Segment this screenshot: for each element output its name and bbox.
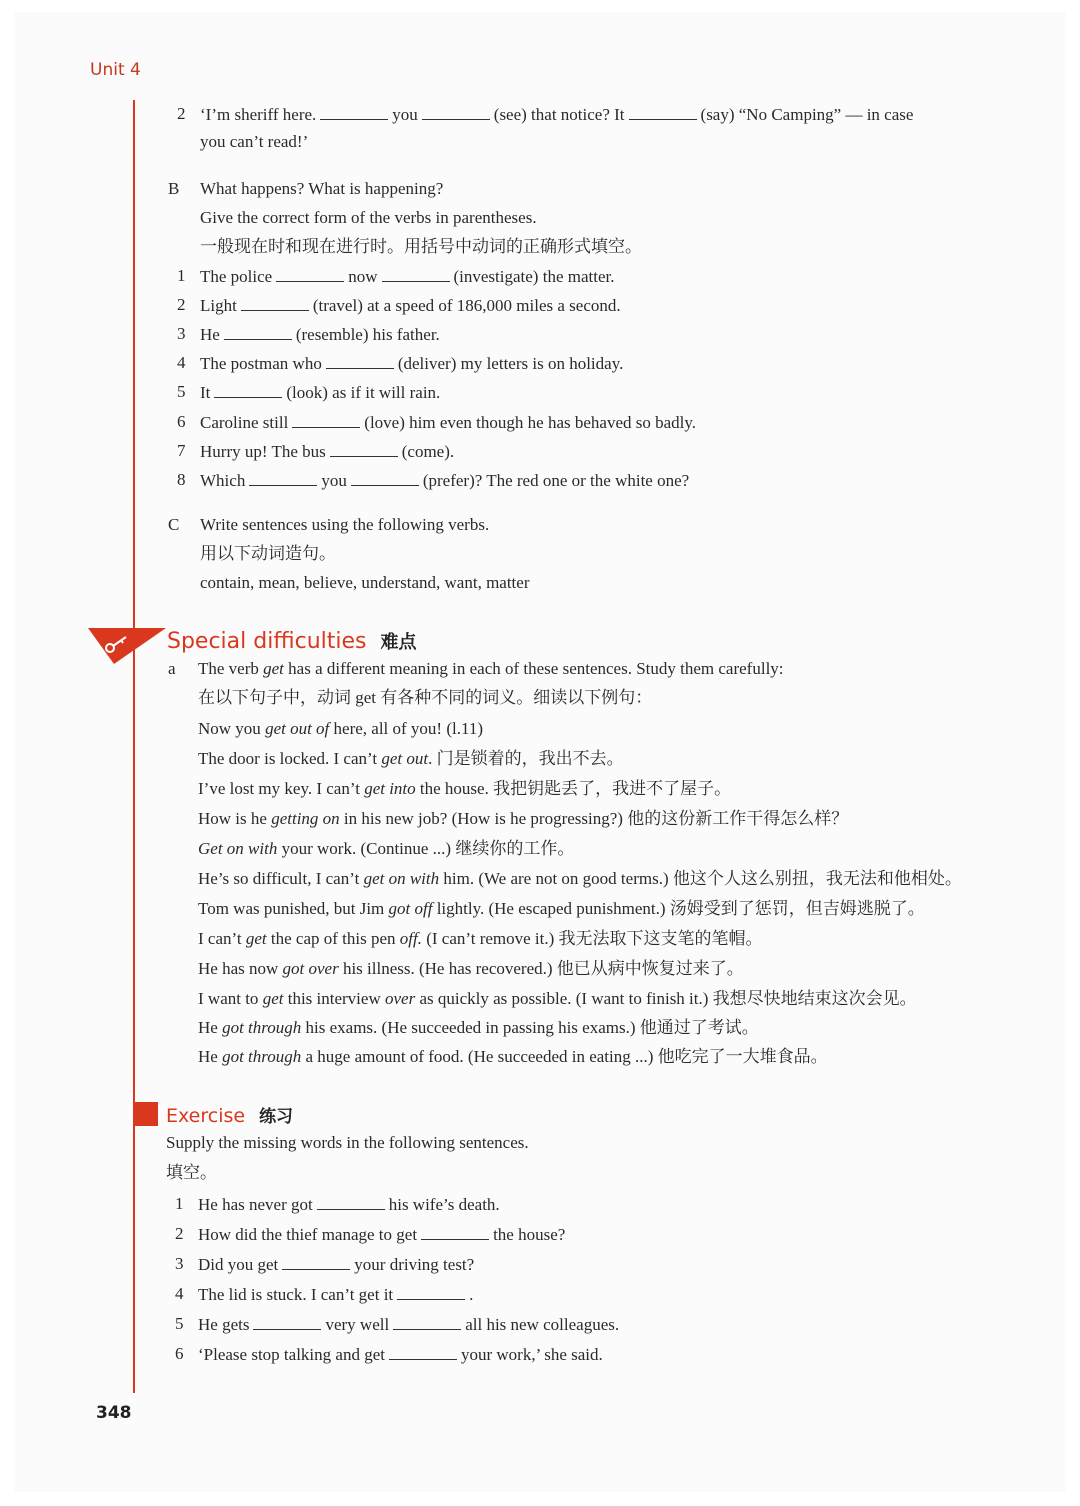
instruction: Give the correct form of the verbs in parentheses. (200, 208, 537, 227)
instruction-zh: 一般现在时和现在进行时。用括号中动词的正确形式填空。 (200, 237, 642, 256)
item-number: 1 (175, 1194, 184, 1213)
exercise-line: Did you get your driving test? (198, 1255, 475, 1274)
item-number: 2 (175, 1224, 184, 1243)
exercise-line: The postman who (deliver) my letters is on holiday. (200, 354, 624, 373)
section-letter: a (168, 659, 176, 678)
instruction-zh: 用以下动词造句。 (200, 544, 336, 563)
example-sentence: Get on with your work. (Continue ...) 继续你的工作。 (198, 839, 575, 858)
answer-blank[interactable] (326, 352, 394, 369)
item-number: 7 (177, 441, 186, 460)
exercise-heading: Exercise 练习 (166, 1105, 294, 1127)
example-sentence: Now you get out of here, all of you! (l.11) (198, 719, 484, 738)
exercise-marker (134, 1102, 158, 1126)
answer-blank[interactable] (389, 1343, 457, 1360)
instruction-zh: 填空。 (166, 1163, 217, 1182)
page-number: 348 (96, 1403, 132, 1423)
exercise-line: you can’t read!’ (200, 132, 309, 151)
exercise-line: ‘I’m sheriff here. you (see) that notice? It (say) “No Camping” — in case (200, 105, 914, 124)
exercise-line: Light (travel) at a speed of 186,000 miles a second. (200, 296, 621, 315)
unit-label: Unit 4 (90, 60, 141, 80)
item-number: 8 (177, 470, 186, 489)
answer-blank[interactable] (422, 103, 490, 120)
example-sentence: He’s so difficult, I can’t get on with him. (We are not on good terms.) 他这个人这么别扭，我无法和他相处。 (198, 869, 962, 888)
item-number: 2 (177, 295, 186, 314)
exercise-line: It (look) as if it will rain. (200, 383, 441, 402)
example-sentence: I want to get this interview over as quickly as possible. (I want to finish it.) 我想尽快地结束这次会见。 (198, 989, 917, 1008)
item-number: 4 (175, 1284, 184, 1303)
key-icon (88, 626, 168, 666)
example-sentence: He has now got over his illness. (He has recovered.) 他已从病中恢复过来了。 (198, 959, 744, 978)
instruction: Supply the missing words in the following sentences. (166, 1133, 529, 1152)
example-sentence: How is he getting on in his new job? (How is he progressing?) 他的这份新工作干得怎么样？ (198, 809, 849, 828)
item-number: 3 (177, 324, 186, 343)
margin-rule (133, 100, 135, 1393)
answer-blank[interactable] (421, 1223, 489, 1240)
answer-blank[interactable] (320, 103, 388, 120)
key-badge (88, 628, 166, 664)
answer-blank[interactable] (241, 294, 309, 311)
item-number: 6 (177, 412, 186, 431)
item-number: 6 (175, 1344, 184, 1363)
item-number: 2 (177, 104, 186, 123)
answer-blank[interactable] (382, 265, 450, 282)
answer-blank[interactable] (214, 381, 282, 398)
exercise-line: He gets very well all his new colleagues. (198, 1315, 620, 1334)
example-sentence: He got through a huge amount of food. (He succeeded in eating ...) 他吃完了一大堆食品。 (198, 1047, 828, 1066)
exercise-line: He (resemble) his father. (200, 325, 440, 344)
example-sentence: I can’t get the cap of this pen off. (I can’t remove it.) 我无法取下这支笔的笔帽。 (198, 929, 763, 948)
answer-blank[interactable] (629, 103, 697, 120)
exercise-line: He has never got his wife’s death. (198, 1195, 500, 1214)
special-intro-zh: 在以下句子中，动词 get 有各种不同的词义。细读以下例句： (198, 688, 653, 707)
exercise-line: ‘Please stop talking and get your work,’ she said. (198, 1345, 603, 1364)
answer-blank[interactable] (397, 1283, 465, 1300)
answer-blank[interactable] (351, 469, 419, 486)
answer-blank[interactable] (317, 1193, 385, 1210)
special-heading: Special difficulties 难点 (167, 629, 417, 654)
exercise-line: Which you (prefer)? The red one or the white one? (200, 471, 690, 490)
exercise-line: How did the thief manage to get the house? (198, 1225, 566, 1244)
example-sentence: I’ve lost my key. I can’t get into the house. 我把钥匙丢了，我进不了屋子。 (198, 779, 732, 798)
answer-blank[interactable] (292, 411, 360, 428)
example-sentence: Tom was punished, but Jim got off lightly. (He escaped punishment.) 汤姆受到了惩罚，但吉姆逃脱了。 (198, 899, 925, 918)
answer-blank[interactable] (249, 469, 317, 486)
example-sentence: He got through his exams. (He succeeded in passing his exams.) 他通过了考试。 (198, 1018, 759, 1037)
exercise-line: The lid is stuck. I can’t get it . (198, 1285, 474, 1304)
answer-blank[interactable] (282, 1253, 350, 1270)
exercise-line: The police now (investigate) the matter. (200, 267, 615, 286)
exercise-line: Hurry up! The bus (come). (200, 442, 455, 461)
item-number: 1 (177, 266, 186, 285)
item-number: 5 (177, 382, 186, 401)
answer-blank[interactable] (224, 323, 292, 340)
exercise-line: Caroline still (love) him even though he has behaved so badly. (200, 413, 697, 432)
verb-list: contain, mean, believe, understand, want, matter (200, 573, 530, 592)
special-intro: The verb get has a different meaning in each of these sentences. Study them carefully: (198, 659, 784, 678)
section-title: Write sentences using the following verbs. (200, 515, 490, 534)
item-number: 3 (175, 1254, 184, 1273)
answer-blank[interactable] (393, 1313, 461, 1330)
section-title: What happens? What is happening? (200, 179, 444, 198)
item-number: 5 (175, 1314, 184, 1333)
item-number: 4 (177, 353, 186, 372)
answer-blank[interactable] (330, 440, 398, 457)
section-letter: B (168, 179, 180, 198)
example-sentence: The door is locked. I can’t get out. 门是锁着的，我出不去。 (198, 749, 624, 768)
answer-blank[interactable] (276, 265, 344, 282)
section-letter: C (168, 515, 180, 534)
answer-blank[interactable] (253, 1313, 321, 1330)
